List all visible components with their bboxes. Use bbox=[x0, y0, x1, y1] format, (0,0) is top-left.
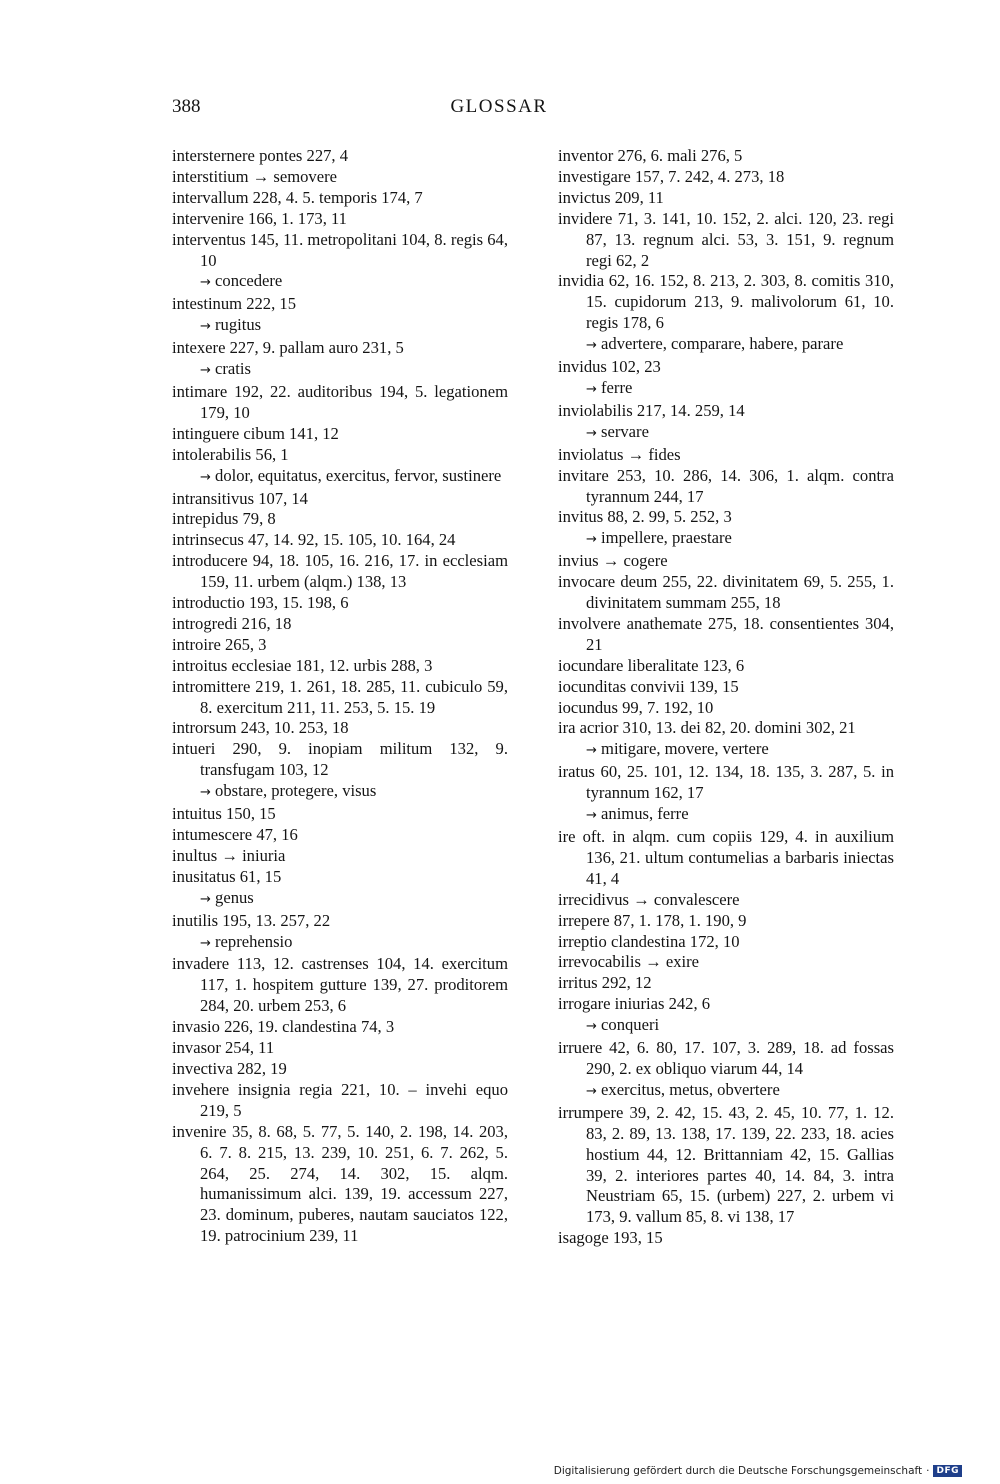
glossary-entry: ire oft. in alqm. cum copiis 129, 4. in auxilium 136, 21. ultum contumelias a barbaris iniectas 41, 4 bbox=[558, 827, 894, 888]
glossary-entry: invius → cogere bbox=[558, 551, 668, 571]
glossary-entry: introire 265, 3 bbox=[172, 634, 267, 654]
cross-reference: → rugitus bbox=[172, 315, 508, 338]
cross-reference: → obstare, protegere, visus bbox=[172, 781, 508, 804]
glossary-entry: intersternere pontes 227, 4 bbox=[172, 146, 349, 165]
glossary-entry: irrecidivus → convalescere bbox=[558, 889, 740, 909]
glossary-entry: introducere 94, 18. 105, 16. 216, 17. in ecclesiam 159, 11. urbem (alqm.) 138, 13 bbox=[172, 551, 508, 592]
glossary-entry: intromittere 219, 1. 261, 18. 285, 11. cubiculo 59, 8. exercitum 211, 11. 253, 5. 15. 19 bbox=[172, 676, 508, 717]
glossary-entry: iocunditas convivii 139, 15 bbox=[558, 676, 739, 696]
glossary-entry: iratus 60, 25. 101, 12. 134, 18. 135, 3. 287, 5. in tyrannum 162, 17 bbox=[558, 762, 894, 803]
glossary-entry: invenire 35, 8. 68, 5. 77, 5. 140, 2. 198, 14. 203, 6. 7. 8. 215, 13. 239, 10. 251, 6. 7. 262, 5. 264, 25. 274, 14. 302, 15. alqm. humanissimum alci. 139, 19. accessum 227, 23. dominum, puberes, nautam sauciatos 122, 19. patrocinium 239, 11 bbox=[172, 1121, 508, 1246]
glossary-entry: involvere anathemate 275, 18. consentientes 304, 21 bbox=[558, 613, 894, 654]
footer bbox=[554, 1465, 962, 1477]
cross-reference: → advertere, comparare, habere, parare bbox=[558, 334, 894, 357]
glossary-entry: iocundus 99, 7. 192, 10 bbox=[558, 697, 714, 717]
glossary-entry: intrepidus 79, 8 bbox=[172, 509, 276, 529]
glossary-entry: introrsum 243, 10. 253, 18 bbox=[172, 718, 349, 738]
cross-reference: → genus bbox=[172, 888, 508, 911]
glossary-entry: intimare 192, 22. auditoribus 194, 5. legationem 179, 10 bbox=[172, 381, 508, 422]
glossary-entry: interstitium → semovere bbox=[172, 166, 337, 186]
glossary-entry: intinguere cibum 141, 12 bbox=[172, 423, 339, 443]
running-title: GLOSSAR bbox=[450, 96, 548, 117]
footer-credit: Digitalisierung gefördert durch die Deutsche Forschungsgemeinschaft bbox=[553, 1465, 923, 1477]
glossary-entry: intueri 290, 9. inopiam militum 132, 9. transfugam 103, 12 bbox=[172, 739, 508, 780]
cross-reference: → exercitus, metus, obvertere bbox=[558, 1080, 894, 1103]
cross-reference: → concedere bbox=[172, 271, 508, 294]
cross-reference: → conqueri bbox=[558, 1015, 894, 1038]
glossary-entry: introitus ecclesiae 181, 12. urbis 288, 3 bbox=[172, 655, 433, 675]
glossary-entry: invidia 62, 16. 152, 8. 213, 2. 303, 8. comitis 310, 15. cupidorum 213, 9. malivolorum 61, 10. regis 178, 6 bbox=[558, 271, 894, 333]
footer-separator: · bbox=[926, 1465, 930, 1477]
cross-reference: → ferre bbox=[558, 378, 894, 401]
glossary-entry: interventus 145, 11. metropolitani 104, 8. regis 64, 10 bbox=[172, 229, 508, 270]
glossary-entry: irrumpere 39, 2. 42, 15. 43, 2. 45, 10. 77, 1. 12. 83, 2. 89, 13. 138, 17. 139, 22. 233, 18. acies hostium 44, 12. Brittanniam 42, 15. Gallias 39, 2. interiores partes 40, 14. 84, 3. intra Neustriam 65, 15. (urbem) 227, 2. urbem vi 173, 9. vallum 85, 8. vi 138, 17 bbox=[558, 1102, 894, 1227]
glossary-entry: irreptio clandestina 172, 10 bbox=[558, 931, 740, 951]
cross-reference: → animus, ferre bbox=[558, 804, 894, 827]
glossary-entry: introductio 193, 15. 198, 6 bbox=[172, 593, 349, 613]
cross-reference: → reprehensio bbox=[172, 932, 508, 955]
glossary-entry: irrepere 87, 1. 178, 1. 190, 9 bbox=[558, 910, 747, 930]
glossary-entry: inusitatus 61, 15 bbox=[172, 866, 282, 886]
glossary-entry: intervallum 228, 4. 5. temporis 174, 7 bbox=[172, 187, 423, 207]
right-column bbox=[558, 146, 894, 1249]
glossary-entry: invidus 102, 23 bbox=[558, 357, 661, 377]
glossary-entry: irrogare iniurias 242, 6 bbox=[558, 994, 711, 1014]
glossary-entry: intuitus 150, 15 bbox=[172, 804, 276, 824]
glossary-entry: invehere insignia regia 221, 10. – invehi equo 219, 5 bbox=[172, 1079, 508, 1120]
glossary-entry: invidere 71, 3. 141, 10. 152, 2. alci. 120, 23. regi 87, 13. regnum alci. 53, 3. 151, 9. regnum regi 62, 2 bbox=[558, 208, 894, 270]
left-column bbox=[172, 146, 508, 1247]
glossary-entry: introgredi 216, 18 bbox=[172, 613, 292, 633]
cross-reference: → servare bbox=[558, 422, 894, 445]
glossary-entry: isagoge 193, 15 bbox=[558, 1228, 663, 1248]
glossary-entry: invadere 113, 12. castrenses 104, 14. exercitum 117, 1. hospitem gutture 139, 27. proditorem 284, 20. urbem 253, 6 bbox=[172, 954, 508, 1016]
cross-reference: → impellere, praestare bbox=[558, 528, 894, 551]
cross-reference: → dolor, equitatus, exercitus, fervor, sustinere bbox=[172, 466, 508, 489]
glossary-entry: intrinsecus 47, 14. 92, 15. 105, 10. 164, 24 bbox=[172, 530, 456, 550]
cross-reference: → cratis bbox=[172, 359, 508, 382]
glossary-entry: invocare deum 255, 22. divinitatem 69, 5. 255, 1. divinitatem summam 255, 18 bbox=[558, 572, 894, 613]
glossary-entry: ira acrior 310, 13. dei 82, 20. domini 302, 21 bbox=[558, 718, 856, 738]
glossary-entry: irritus 292, 12 bbox=[558, 973, 652, 993]
cross-reference: → mitigare, movere, vertere bbox=[558, 739, 894, 762]
page-number: 388 bbox=[172, 96, 201, 117]
glossary-entry: irruere 42, 6. 80, 17. 107, 3. 289, 18. ad fossas 290, 2. ex obliquo viarum 44, 14 bbox=[558, 1038, 894, 1078]
glossary-entry: inutilis 195, 13. 257, 22 bbox=[172, 910, 331, 930]
glossary-entry: investigare 157, 7. 242, 4. 273, 18 bbox=[558, 166, 785, 186]
glossary-entry: intumescere 47, 16 bbox=[172, 825, 298, 844]
glossary-entry: inventor 276, 6. mali 276, 5 bbox=[558, 146, 743, 165]
glossary-entry: irrevocabilis → exire bbox=[558, 952, 699, 972]
glossary-entry: inultus → iniuria bbox=[172, 845, 286, 865]
glossary-entry: inviolabilis 217, 14. 259, 14 bbox=[558, 400, 745, 420]
glossary-entry: inviolatus → fides bbox=[558, 444, 681, 464]
dfg-logo: DFG bbox=[933, 1465, 962, 1477]
glossary-entry: intestinum 222, 15 bbox=[172, 294, 296, 314]
glossary-entry: iocundare liberalitate 123, 6 bbox=[558, 655, 745, 675]
glossary-entry: intervenire 166, 1. 173, 11 bbox=[172, 208, 347, 228]
glossary-entry: invitus 88, 2. 99, 5. 252, 3 bbox=[558, 507, 732, 527]
glossary-entry: invasio 226, 19. clandestina 74, 3 bbox=[172, 1017, 395, 1037]
glossary-entry: intolerabilis 56, 1 bbox=[172, 444, 289, 464]
glossary-entry: invitare 253, 10. 286, 14. 306, 1. alqm. contra tyrannum 244, 17 bbox=[558, 465, 894, 506]
glossary-entry: intransitivus 107, 14 bbox=[172, 488, 308, 508]
glossary-entry: invectiva 282, 19 bbox=[172, 1058, 287, 1078]
page-header bbox=[172, 96, 826, 126]
glossary-entry: invictus 209, 11 bbox=[558, 187, 664, 207]
glossary-entry: invasor 254, 11 bbox=[172, 1038, 275, 1058]
glossary-entry: intexere 227, 9. pallam auro 231, 5 bbox=[172, 338, 404, 358]
